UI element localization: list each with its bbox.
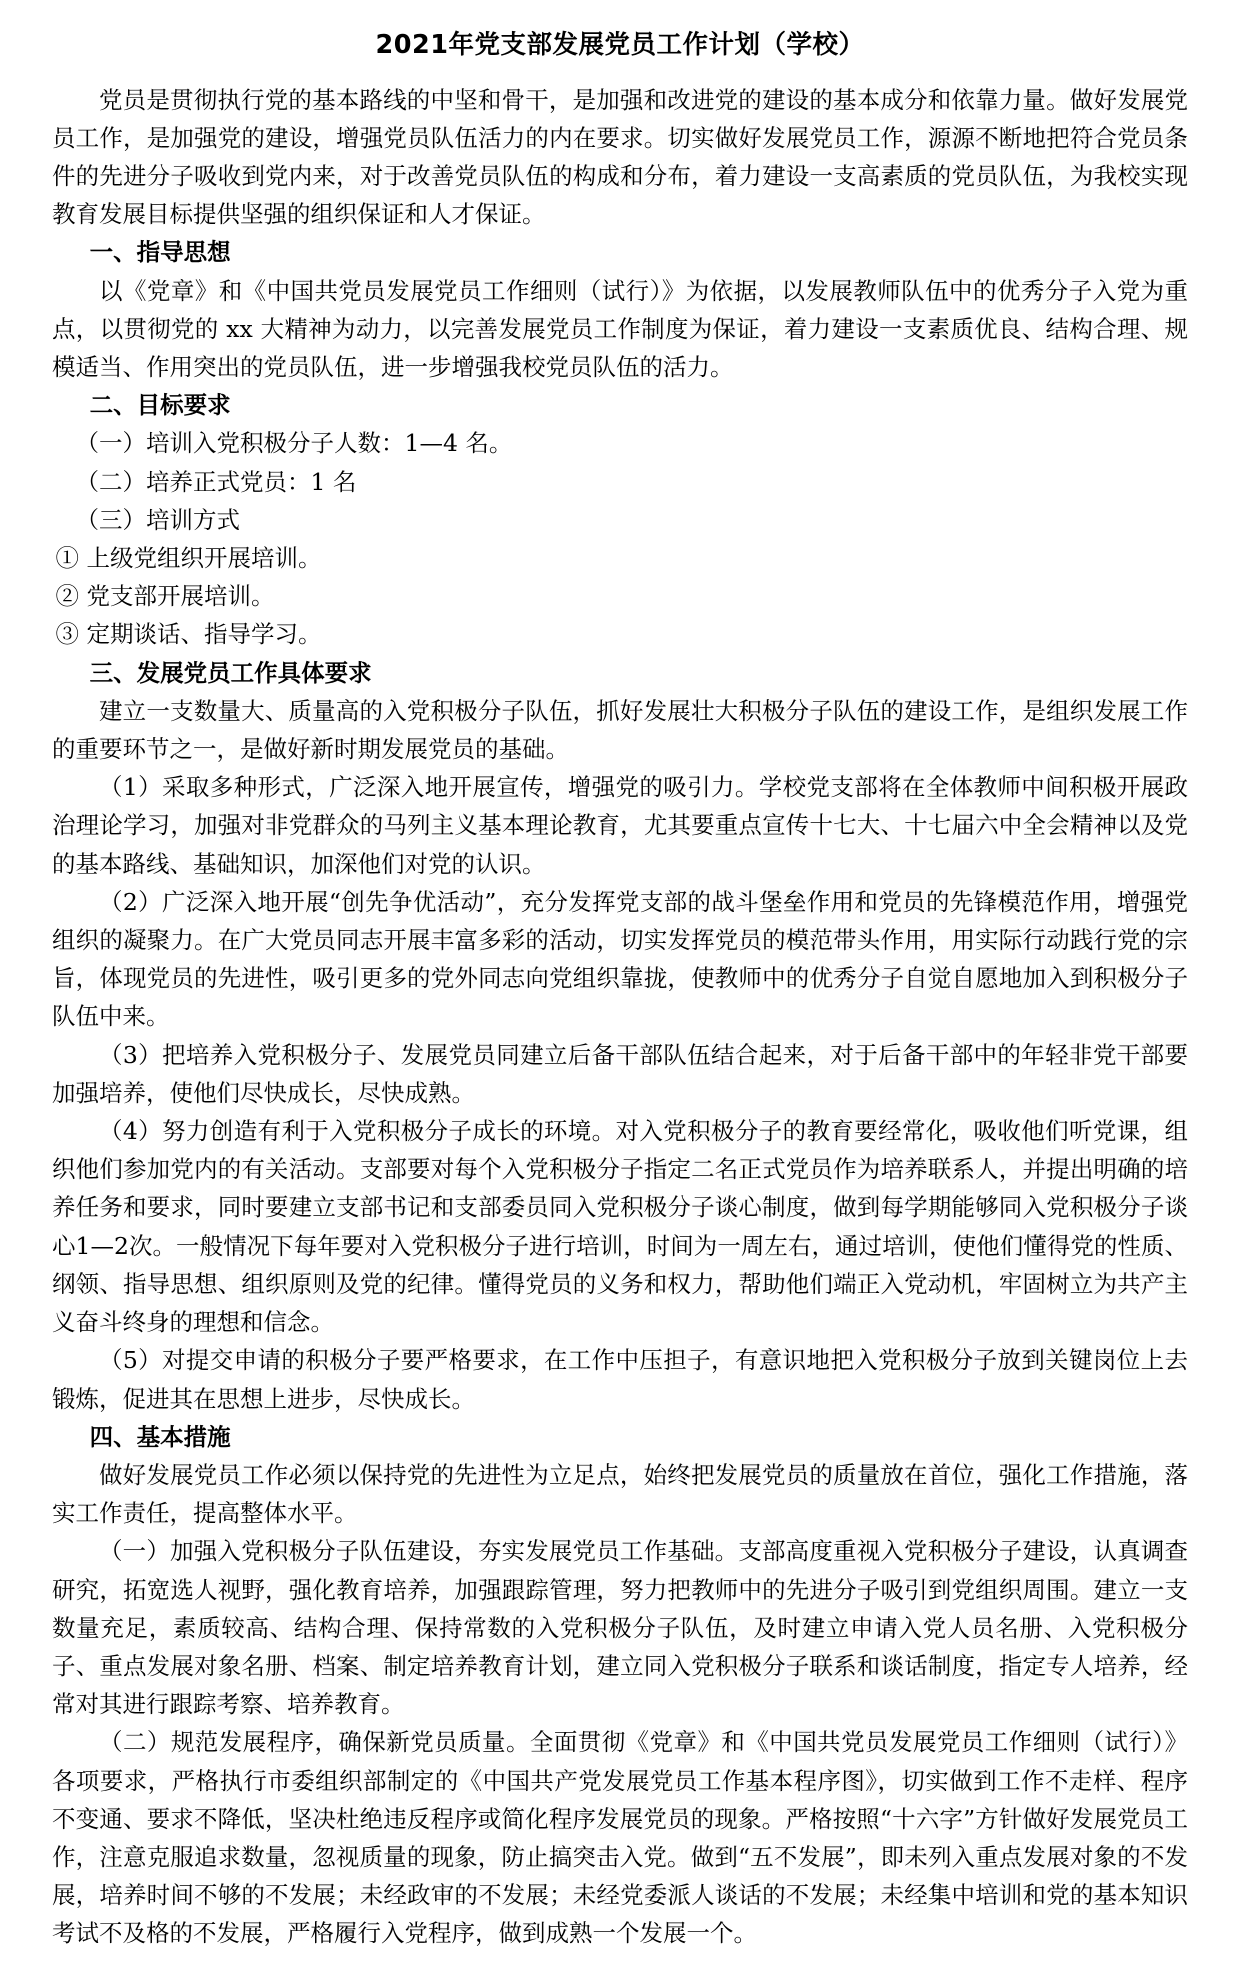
section-heading-4: 四、基本措施 — [89, 1422, 231, 1451]
training-method-1: ① 上级党组织开展培训。 — [55, 544, 322, 573]
section-3-intro: 建立一支数量大、质量高的入党积极分子队伍，抓好发展壮大积极分子队伍的建设工作，是组织发展工作的重要环节之一，是做好新时期发展党员的基础。 — [52, 696, 1188, 764]
intro-paragraph: 党员是贯彻执行党的基本路线的中坚和骨干，是加强和改进党的建设的基本成分和依靠力量。做好发展党员工作，是加强党的建设，增强党员队伍活力的内在要求。切实做好发展党员工作，源源不断地把符合党员条件的先进分子吸收到党内来，对于改善党员队伍的构成和分布，着力建设一支高素质的党员队伍，为我校实现教育发展目标提供坚强的组织保证和人才保证。 — [52, 85, 1188, 229]
section-3-item-1: （1）采取多种形式，广泛深入地开展宣传，增强党的吸引力。学校党支部将在全体教师中间积极开展政治理论学习，加强对非党群众的马列主义基本理论教育，尤其要重点宣传十七大、十七届六中全会精神以及党的基本路线、基础知识，加深他们对党的认识。 — [52, 773, 1188, 878]
section-4-item-1: （一）加强入党积极分子队伍建设，夯实发展党员工作基础。支部高度重视入党积极分子建设，认真调查研究，拓宽选人视野，强化教育培养，加强跟踪管理，努力把教师中的先进分子吸引到党组织周围。建立一支数量充足，素质较高、结构合理、保持常数的入党积极分子队伍，及时建立申请入党人员名册、入党积极分子、重点发展对象名册、档案、制定培养教育计划，建立同入党积极分子联系和谈话制度，指定专人培养，经常对其进行跟踪考察、培养教育。 — [52, 1537, 1188, 1719]
training-method-2: ② 党支部开展培训。 — [55, 582, 275, 611]
section-2-item-3: （三）培训方式 — [75, 505, 240, 534]
section-heading-3: 三、发展党员工作具体要求 — [89, 658, 372, 687]
section-2-item-2: （二）培养正式党员：1 名 — [75, 467, 357, 496]
section-2-item-1: （一）培训入党积极分子人数：1—4 名。 — [75, 429, 513, 458]
section-3-item-2: （2）广泛深入地开展“创先争优活动”，充分发挥党支部的战斗堡垒作用和党员的先锋模范作用，增强党组织的凝聚力。在广大党员同志开展丰富多彩的活动，切实发挥党员的模范带头作用，用实际行动践行党的宗旨，体现党员的先进性，吸引更多的党外同志向党组织靠拢，使教师中的优秀分子自觉自愿地加入到积极分子队伍中来。 — [52, 887, 1188, 1031]
section-3-item-5: （5）对提交申请的积极分子要严格要求，在工作中压担子，有意识地把入党积极分子放到关键岗位上去锻炼，促进其在思想上进步，尽快成长。 — [52, 1346, 1188, 1413]
section-heading-2: 二、目标要求 — [89, 391, 231, 420]
training-method-3: ③ 定期谈话、指导学习。 — [55, 620, 322, 649]
page-title: 2021年党支部发展党员工作计划（学校） — [375, 30, 865, 60]
document-body — [52, 81, 1188, 1953]
section-4-item-2: （二）规范发展程序，确保新党员质量。全面贯彻《党章》和《中国共党员发展党员工作细则（试行）》各项要求，严格执行市委组织部制定的《中国共产党发展党员工作基本程序图》，切实做到工作不走样、程序不变通、要求不降低，坚决杜绝违反程序或简化程序发展党员的现象。严格按照“十六字”方针做好发展党员工作，注意克服追求数量，忽视质量的现象，防止搞突击入党。做到“五不发展”，即未列入重点发展对象的不发展，培养时间不够的不发展；未经政审的不发展；未经党委派人谈话的不发展；未经集中培训和党的基本知识考试不及格的不发展，严格履行入党程序，做到成熟一个发展一个。 — [52, 1728, 1188, 1948]
section-4-intro: 做好发展党员工作必须以保持党的先进性为立足点，始终把发展党员的质量放在首位，强化工作措施，落实工作责任，提高整体水平。 — [52, 1460, 1188, 1528]
section-heading-1: 一、指导思想 — [89, 238, 231, 267]
section-3-item-4: （4）努力创造有利于入党积极分子成长的环境。对入党积极分子的教育要经常化，吸收他们听党课，组织他们参加党内的有关活动。支部要对每个入党积极分子指定二名正式党员作为培养联系人，并提出明确的培养任务和要求，同时要建立支部书记和支部委员同入党积极分子谈心制度，做到每学期能够同入党积极分子谈心1—2次。一般情况下每年要对入党积极分子进行培训，时间为一周左右，通过培训，使他们懂得党的性质、纲领、指导思想、组织原则及党的纪律。懂得党员的义务和权力，帮助他们端正入党动机，牢固树立为共产主义奋斗终身的理想和信念。 — [52, 1117, 1188, 1337]
section-1-paragraph: 以《党章》和《中国共党员发展党员工作细则（试行）》为依据，以发展教师队伍中的优秀分子入党为重点，以贯彻党的 xx 大精神为动力，以完善发展党员工作制度为保证，着力建设一支素质优良、结构合理、规模适当、作用突出的党员队伍，进一步增强我校党员队伍的活力。 — [52, 276, 1188, 382]
section-3-item-3: （3）把培养入党积极分子、发展党员同建立后备干部队伍结合起来，对于后备干部中的年轻非党干部要加强培养，使他们尽快成长，尽快成熟。 — [52, 1040, 1188, 1107]
